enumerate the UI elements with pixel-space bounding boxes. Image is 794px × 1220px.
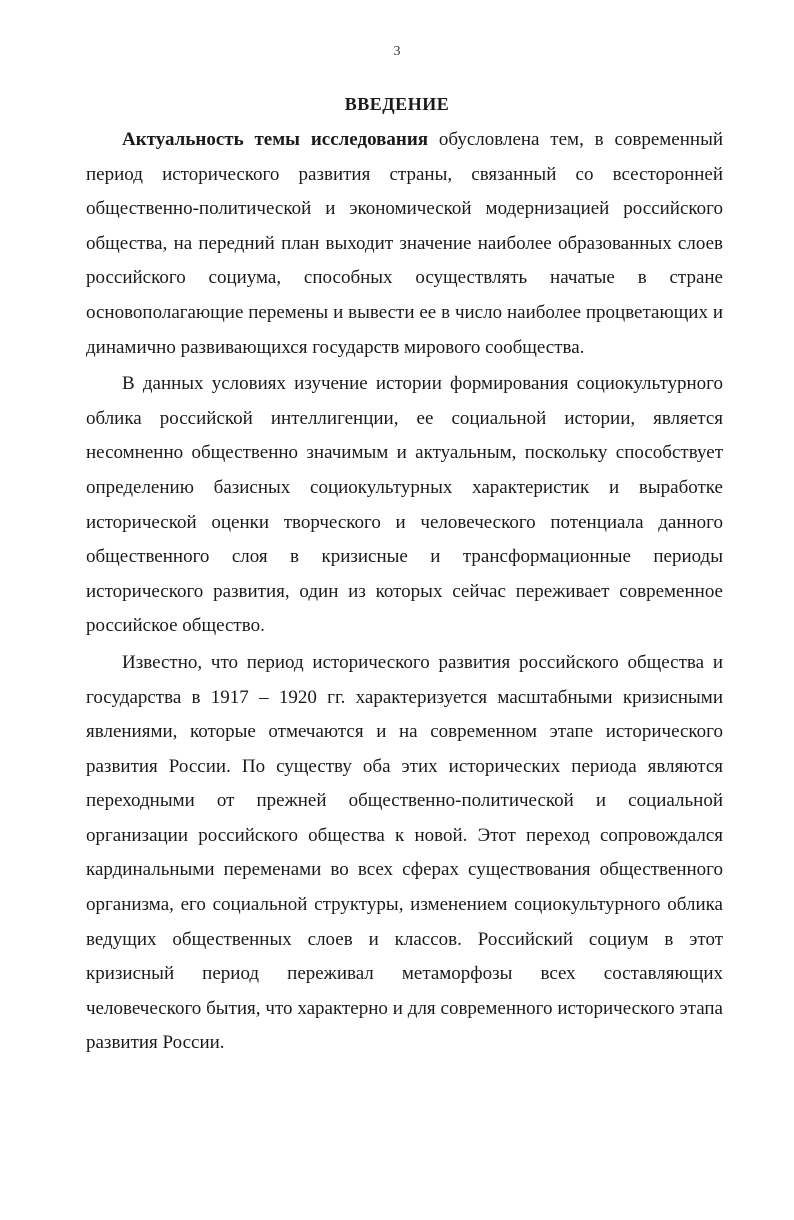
paragraph-relevance [86,123,723,365]
paragraph-text: обусловлена тем, в современный период исторического развития страны, связанный со всесторонней общественно-политической и экономической модернизацией российского общества, на передний план выходит значение наиболее образованных слоев российского социума, способных осуществлять начатые в стране основополагающие перемены и вывести ее в число наиболее процветающих и динамично развивающихся государств мирового сообщества. [86,129,724,358]
paragraph-lead: Актуальность темы исследования [122,129,429,150]
document-body [86,123,723,1063]
page-number: 3 [393,44,401,59]
page-title: ВВЕДЕНИЕ [344,94,450,114]
paragraph-conditions: В данных условиях изучение истории формирования социокультурного облика российской интеллигенции, ее социальной истории, является несомненно общественно значимым и актуальным, поскольку способствует определению базисных социокультурных характеристик и выработке исторической оценки творческого и человеческого потенциала данного общественного слоя в кризисные и трансформационные периоды исторического развития, один из которых сейчас переживает современное российское общество. [86,373,723,637]
paragraph-historical-period: Известно, что период исторического развития российского общества и государства в 1917 – 1920 гг. характеризуется масштабными кризисными явлениями, которые отмечаются и на современном этапе исторического развития России. По существу оба этих исторических периода являются переходными от прежней общественно-политической и социальной организации российского общества к новой. Этот переход сопровождался кардинальными переменами во всех сферах существования общественного организма, его социальной структуры, изменением социокультурного облика ведущих общественных слоев и классов. Российский социум в этот кризисный период переживал метаморфозы всех составляющих человеческого бытия, что характерно и для современного исторического этапа развития России. [86,651,723,1054]
